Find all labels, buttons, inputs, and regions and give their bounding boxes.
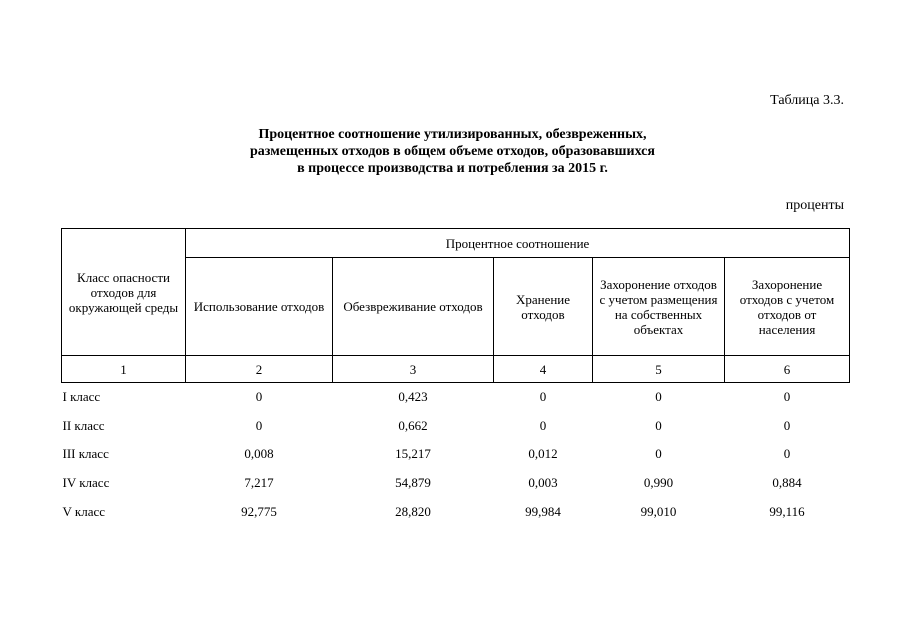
table-cell: 0,008 — [244, 446, 274, 462]
table-row — [62, 412, 850, 441]
table-cell: 0,662 — [398, 417, 428, 433]
row-class-label: II класс — [62, 417, 105, 433]
table-row — [62, 440, 850, 469]
header-hazard-class: Класс опасности отходов для окружающей среды — [62, 229, 186, 356]
table-cell: 0 — [655, 417, 662, 433]
header-neutralization: Обезвреживание отходов — [333, 258, 494, 356]
table-cell: 0,884 — [772, 475, 802, 491]
table-cell: 92,775 — [241, 503, 277, 519]
table-cell: 15,217 — [395, 446, 431, 462]
table-cell: 0 — [783, 389, 791, 405]
row-class-label: I класс — [62, 389, 101, 405]
table-cell: 0 — [655, 389, 662, 405]
row-class-label: V класс — [62, 503, 106, 519]
header-burial-own-sites: Захоронение отходов с учетом размещения на собственных объектах — [593, 258, 725, 356]
header-utilization: Использование отходов — [186, 258, 333, 356]
table-cell: 0 — [783, 446, 791, 462]
table-cell: 99,984 — [525, 503, 561, 519]
title-line: в процессе производства и потребления за 2015 г. — [297, 161, 608, 176]
table-cell: 0 — [255, 389, 263, 405]
table-cell: 0 — [783, 417, 791, 433]
table-cell: 7,217 — [244, 475, 274, 491]
table-cell: 0 — [539, 389, 547, 405]
table-row — [62, 383, 850, 412]
table-row — [62, 497, 850, 526]
table-cell: 0 — [255, 417, 263, 433]
column-number: 5 — [593, 356, 725, 383]
table-cell: 54,879 — [395, 475, 431, 491]
table-cell: 99,010 — [640, 503, 677, 519]
table-header — [62, 229, 850, 383]
title-line: размещенных отходов в общем объеме отходов, образовавшихся — [250, 144, 655, 159]
waste-percentage-table — [61, 228, 850, 526]
table-cell: 0,423 — [398, 389, 428, 405]
title-line: Процентное соотношение утилизированных, обезвреженных, — [258, 127, 647, 142]
row-class-label: III класс — [62, 446, 109, 462]
header-burial-population: Захоронение отходов с учетом отходов от населения — [725, 258, 850, 356]
table-cell: 0,012 — [528, 446, 558, 462]
units-label: проценты — [785, 198, 844, 213]
column-number: 6 — [725, 356, 850, 383]
table-cell: 0,990 — [643, 475, 674, 491]
table-number: Таблица 3.3. — [770, 93, 844, 108]
table-cell: 28,820 — [395, 503, 431, 519]
table-cell: 99,116 — [769, 503, 805, 519]
table-row — [62, 469, 850, 498]
row-class-label: IV класс — [62, 475, 110, 491]
table-body — [62, 383, 850, 526]
table-cell: 0 — [655, 446, 662, 462]
column-number: 3 — [333, 356, 494, 383]
table-cell: 0 — [539, 417, 547, 433]
header-percentage-group: Процентное соотношение — [186, 229, 850, 258]
table-cell: 0,003 — [528, 475, 558, 491]
header-storage: Хранение отходов — [494, 258, 593, 356]
column-number: 4 — [494, 356, 593, 383]
table-title — [0, 126, 905, 177]
column-number: 1 — [62, 356, 186, 383]
column-number: 2 — [186, 356, 333, 383]
